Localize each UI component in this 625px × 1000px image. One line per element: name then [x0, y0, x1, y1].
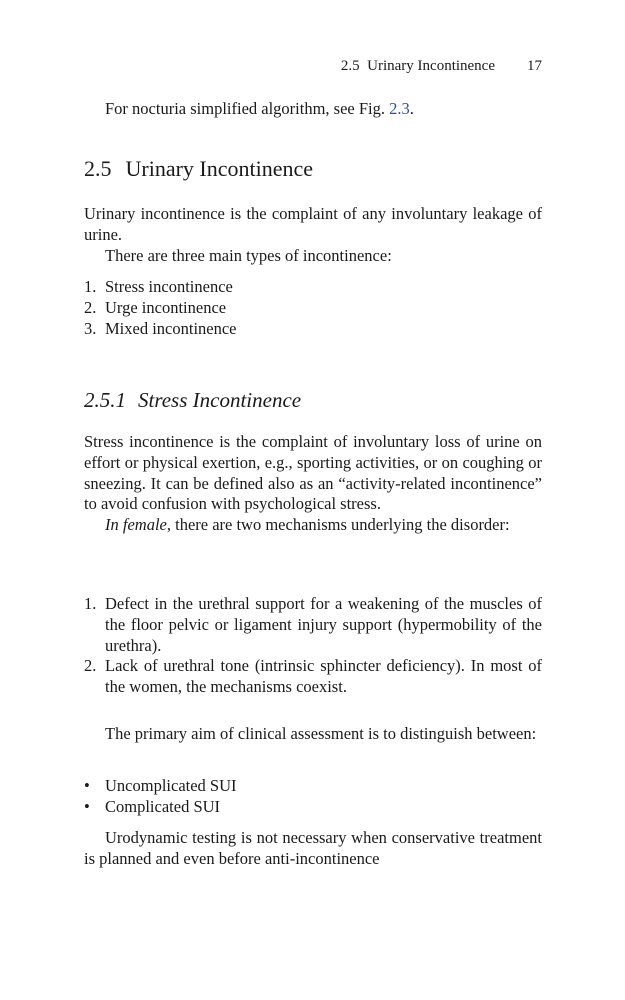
closing-text: Urodynamic testing is not necessary when conservative treatment is planned and even before anti-incontinence	[84, 828, 542, 868]
subsection-body	[84, 432, 542, 536]
types-list-item	[84, 298, 542, 319]
assessment-paragraph	[84, 724, 542, 745]
section-title: Urinary Incontinence	[125, 156, 314, 181]
page-number: 17	[527, 58, 542, 74]
subsection-heading	[84, 388, 301, 413]
types-list-item	[84, 319, 542, 340]
mechanisms-list	[84, 594, 542, 698]
stress-definition-paragraph: Stress incontinence is the complaint of involuntary loss of urine on effort or physical exertion, e.g., sporting activities, or on coughing or sneezing. It can be defined also as an “activity-related incontinence” to avoid confusion with psychological stress.	[84, 432, 542, 514]
sui-list-item	[84, 776, 542, 797]
intro-text: For nocturia simplified algorithm, see Fig.	[105, 99, 390, 118]
types-list	[84, 277, 542, 339]
in-female-italic: In female	[105, 515, 167, 535]
list-item-text: Urge incontinence	[105, 297, 227, 317]
figure-link[interactable]: 2.3	[389, 99, 410, 118]
list-item-text: Mixed incontinence	[105, 318, 237, 338]
list-item-text: Complicated SUI	[105, 796, 221, 816]
running-head	[341, 58, 542, 75]
intro-paragraph	[84, 99, 542, 120]
list-marker: 1.	[84, 594, 97, 613]
list-marker: 2.	[84, 656, 97, 676]
mechanisms-intro-paragraph	[84, 515, 542, 536]
sui-list-item	[84, 797, 542, 818]
list-item-text: Defect in the urethral support for a weakening of the muscles of the floor pelvic or ligament injury support (hypermobility of the urethra).	[105, 594, 542, 655]
section-heading	[84, 156, 313, 182]
list-item-text: Uncomplicated SUI	[105, 776, 237, 795]
intro-period: .	[409, 99, 414, 118]
definition-paragraph: Urinary incontinence is the complaint of any involuntary leakage of urine.	[84, 204, 542, 244]
closing-paragraph	[84, 828, 542, 870]
types-intro-paragraph: There are three main types of incontinence:	[105, 245, 392, 265]
list-marker: •	[84, 776, 90, 795]
list-marker: 2.	[84, 297, 97, 317]
list-item-text: Lack of urethral tone (intrinsic sphincter deficiency). In most of the women, the mechanisms coexist.	[105, 656, 542, 697]
types-list-item	[84, 277, 542, 298]
sui-list	[84, 776, 542, 818]
running-head-section: 2.5 Urinary Incontinence	[340, 58, 495, 74]
mechanisms-list-item	[84, 656, 542, 698]
subsection-number: 2.5.1	[84, 388, 126, 412]
list-item-text: Stress incontinence	[105, 277, 233, 296]
subsection-title: Stress Incontinence	[138, 388, 302, 412]
section-number: 2.5	[84, 156, 112, 181]
section-body	[84, 204, 542, 266]
list-marker: 1.	[84, 277, 97, 296]
mechanisms-list-item	[84, 594, 542, 656]
mechanisms-intro-rest: , there are two mechanisms underlying the disorder:	[166, 515, 510, 535]
list-marker: 3.	[84, 318, 97, 338]
assessment-text: The primary aim of clinical assessment is to distinguish between:	[105, 724, 537, 743]
list-marker: •	[84, 796, 90, 816]
